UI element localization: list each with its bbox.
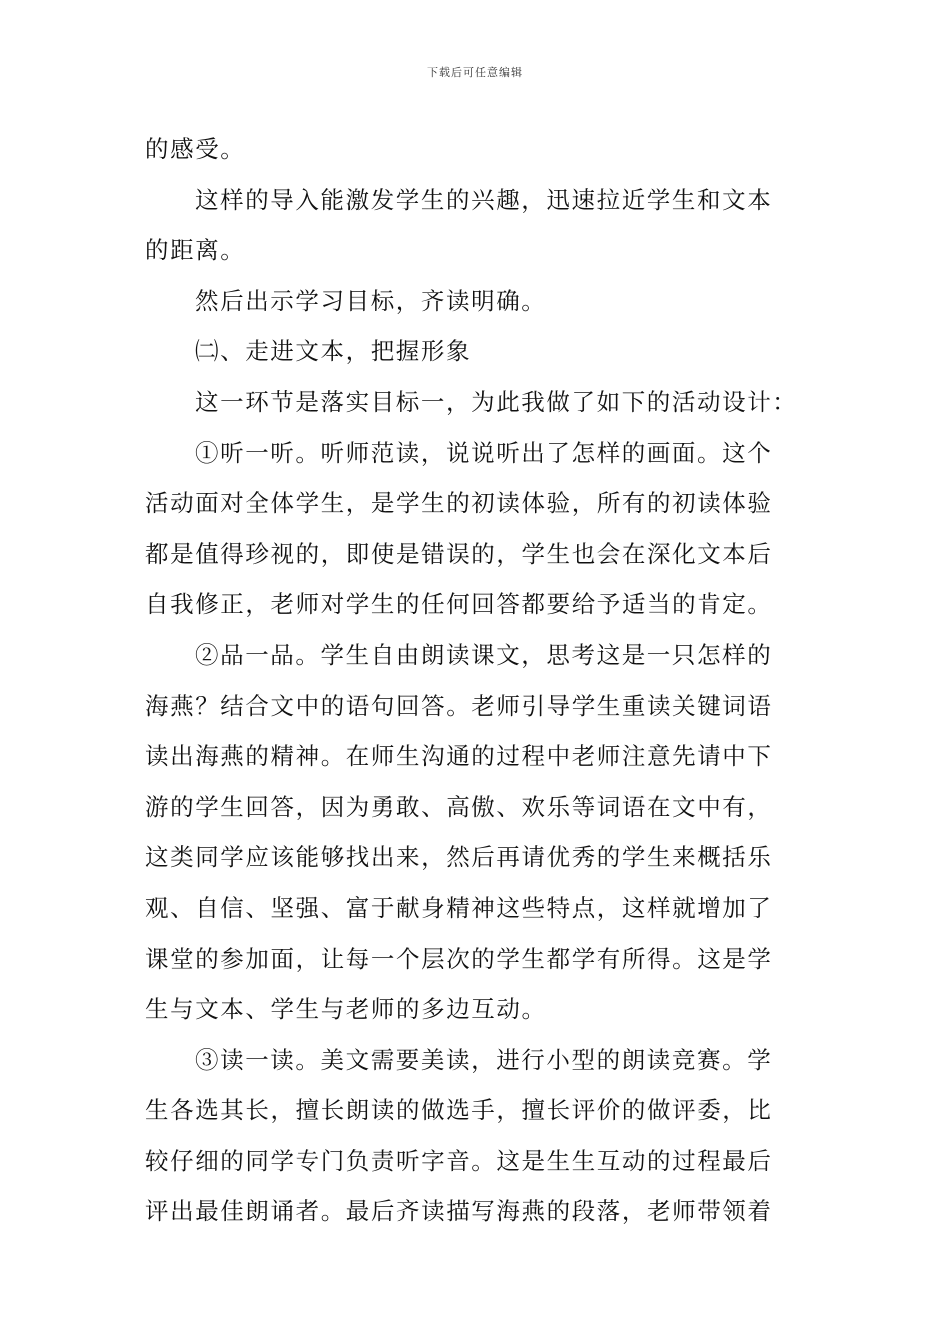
text-line: ②品一品。学生自由朗读课文，思考这是一只怎样的 [195,640,773,669]
text-line: 这一环节是落实目标一，为此我做了如下的活动设计： [195,387,798,416]
text-line: 较仔细的同学专门负责听字音。这是生生互动的过程最后 [145,1146,773,1175]
text-line: 这样的导入能激发学生的兴趣，迅速拉近学生和文本 [195,185,773,214]
text-line: ①听一听。听师范读，说说听出了怎样的画面。这个 [195,438,773,467]
text-line: 海燕？结合文中的语句回答。老师引导学生重读关键词语 [145,691,773,720]
text-line: 然后出示学习目标，齐读明确。 [195,286,547,315]
text-line: ③读一读。美文需要美读，进行小型的朗读竞赛。学 [195,1045,773,1074]
text-line: 评出最佳朗诵者。最后齐读描写海燕的段落，老师带领着 [145,1197,773,1226]
text-line: 都是值得珍视的，即使是错误的，学生也会在深化文本后 [145,539,773,568]
document-body [145,124,810,1237]
text-line: 生各选其长，擅长朗读的做选手，擅长评价的做评委，比 [145,1096,773,1125]
text-line: 生与文本、学生与老师的多边互动。 [145,995,547,1024]
text-line: 观、自信、坚强、富于献身精神这些特点，这样就增加了 [145,893,773,922]
text-line: ㈡、走进文本，把握形象 [195,337,472,366]
page-header: 下载后可任意编辑 [427,66,523,79]
text-line: 自我修正，老师对学生的任何回答都要给予适当的肯定。 [145,590,773,619]
text-line: 这类同学应该能够找出来，然后再请优秀的学生来概括乐 [145,843,773,872]
text-line: 游的学生回答，因为勇敢、高傲、欢乐等词语在文中有， [145,792,773,821]
text-line: 的感受。 [145,135,246,163]
text-line: 课堂的参加面，让每一个层次的学生都学有所得。这是学 [145,944,773,973]
text-line: 活动面对全体学生，是学生的初读体验，所有的初读体验 [145,489,773,518]
text-line: 读出海燕的精神。在师生沟通的过程中老师注意先请中下 [145,742,773,771]
text-line: 的距离。 [145,236,246,265]
